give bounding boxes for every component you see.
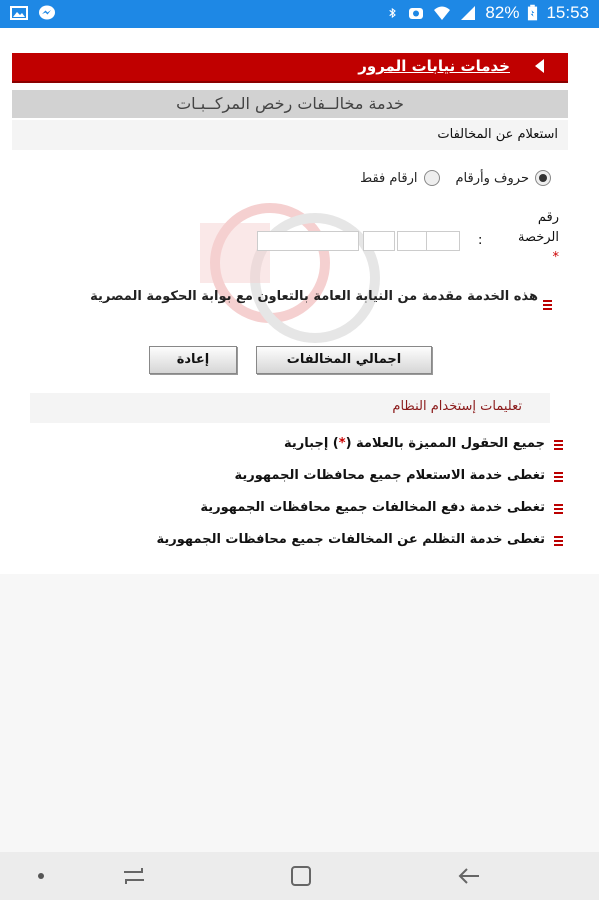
logo-watermark [160, 203, 390, 353]
instructions-list [60, 436, 565, 564]
rule-text-after: ) إجبارية [284, 436, 339, 451]
battery-percent: 82% [485, 3, 520, 22]
app-content [0, 28, 599, 574]
instructions-title: تعليمات إستخدام النظام [392, 399, 522, 414]
list-bullet-icon [543, 300, 552, 311]
inquiry-header [12, 120, 568, 150]
rule-text: تغطى خدمة التظلم عن المخالفات جميع محافظات الجمهورية [156, 532, 545, 547]
colon-separator: : [478, 233, 483, 248]
list-item [60, 532, 565, 564]
rule-text-before: جميع الحقول المميزة بالعلامة ( [345, 436, 545, 451]
battery-icon [527, 4, 538, 22]
page-title[interactable]: خدمات نيابات المرور [358, 57, 510, 75]
plate-char-input-1[interactable] [426, 231, 460, 251]
plate-label-line2: الرخصة [517, 230, 559, 245]
plate-char-input-2[interactable] [397, 231, 427, 251]
list-item [60, 468, 565, 500]
recent-apps-icon[interactable] [122, 866, 146, 886]
dot-icon[interactable] [36, 871, 46, 881]
header-bar [12, 53, 568, 83]
service-note [90, 286, 538, 308]
wifi-icon [433, 5, 451, 21]
plate-number-input[interactable] [257, 231, 359, 251]
list-item [60, 500, 565, 532]
status-bar [0, 0, 599, 28]
radio-numbers-only[interactable] [424, 170, 440, 186]
back-icon[interactable] [457, 866, 481, 886]
list-bullet-icon [554, 536, 563, 547]
system-nav-bar [0, 852, 599, 900]
alarm-icon [407, 5, 425, 21]
plate-char-input-3[interactable] [363, 231, 395, 251]
radio-letters-numbers-label: حروف وأرقام [455, 170, 529, 186]
back-arrow-icon[interactable] [535, 59, 544, 73]
plate-type-radios [360, 170, 551, 186]
gallery-icon [10, 5, 28, 21]
inquiry-label: استعلام عن المخالفات [437, 127, 558, 142]
radio-numbers-only-label: ارقام فقط [360, 170, 418, 186]
reset-button[interactable]: إعادة [149, 346, 237, 374]
list-item [60, 436, 565, 468]
plate-label-line1: رقم [537, 210, 559, 225]
total-violations-button[interactable]: اجمالي المخالفات [256, 346, 432, 374]
rule-text: تغطى خدمة دفع المخالفات جميع محافظات الجمهورية [200, 500, 545, 515]
required-mark: * [552, 250, 559, 265]
messenger-icon [38, 5, 56, 21]
home-icon[interactable] [290, 865, 312, 887]
list-bullet-icon [554, 472, 563, 483]
list-bullet-icon [554, 504, 563, 515]
service-note-text: هذه الخدمة مقدمة من النيابة العامة بالتعاون مع بوابة الحكومة المصرية [90, 289, 538, 304]
service-subtitle: خدمة مخالــفات رخص المركــبـات [12, 90, 568, 118]
clock: 15:53 [546, 3, 589, 22]
instructions-header [30, 393, 550, 423]
list-bullet-icon [554, 440, 563, 451]
signal-icon [459, 5, 477, 21]
plate-label [518, 208, 559, 268]
bluetooth-icon [387, 5, 399, 21]
rule-text: تغطى خدمة الاستعلام جميع محافظات الجمهورية [234, 468, 545, 483]
rule-required-mark: * [338, 436, 346, 451]
radio-letters-numbers[interactable] [535, 170, 551, 186]
